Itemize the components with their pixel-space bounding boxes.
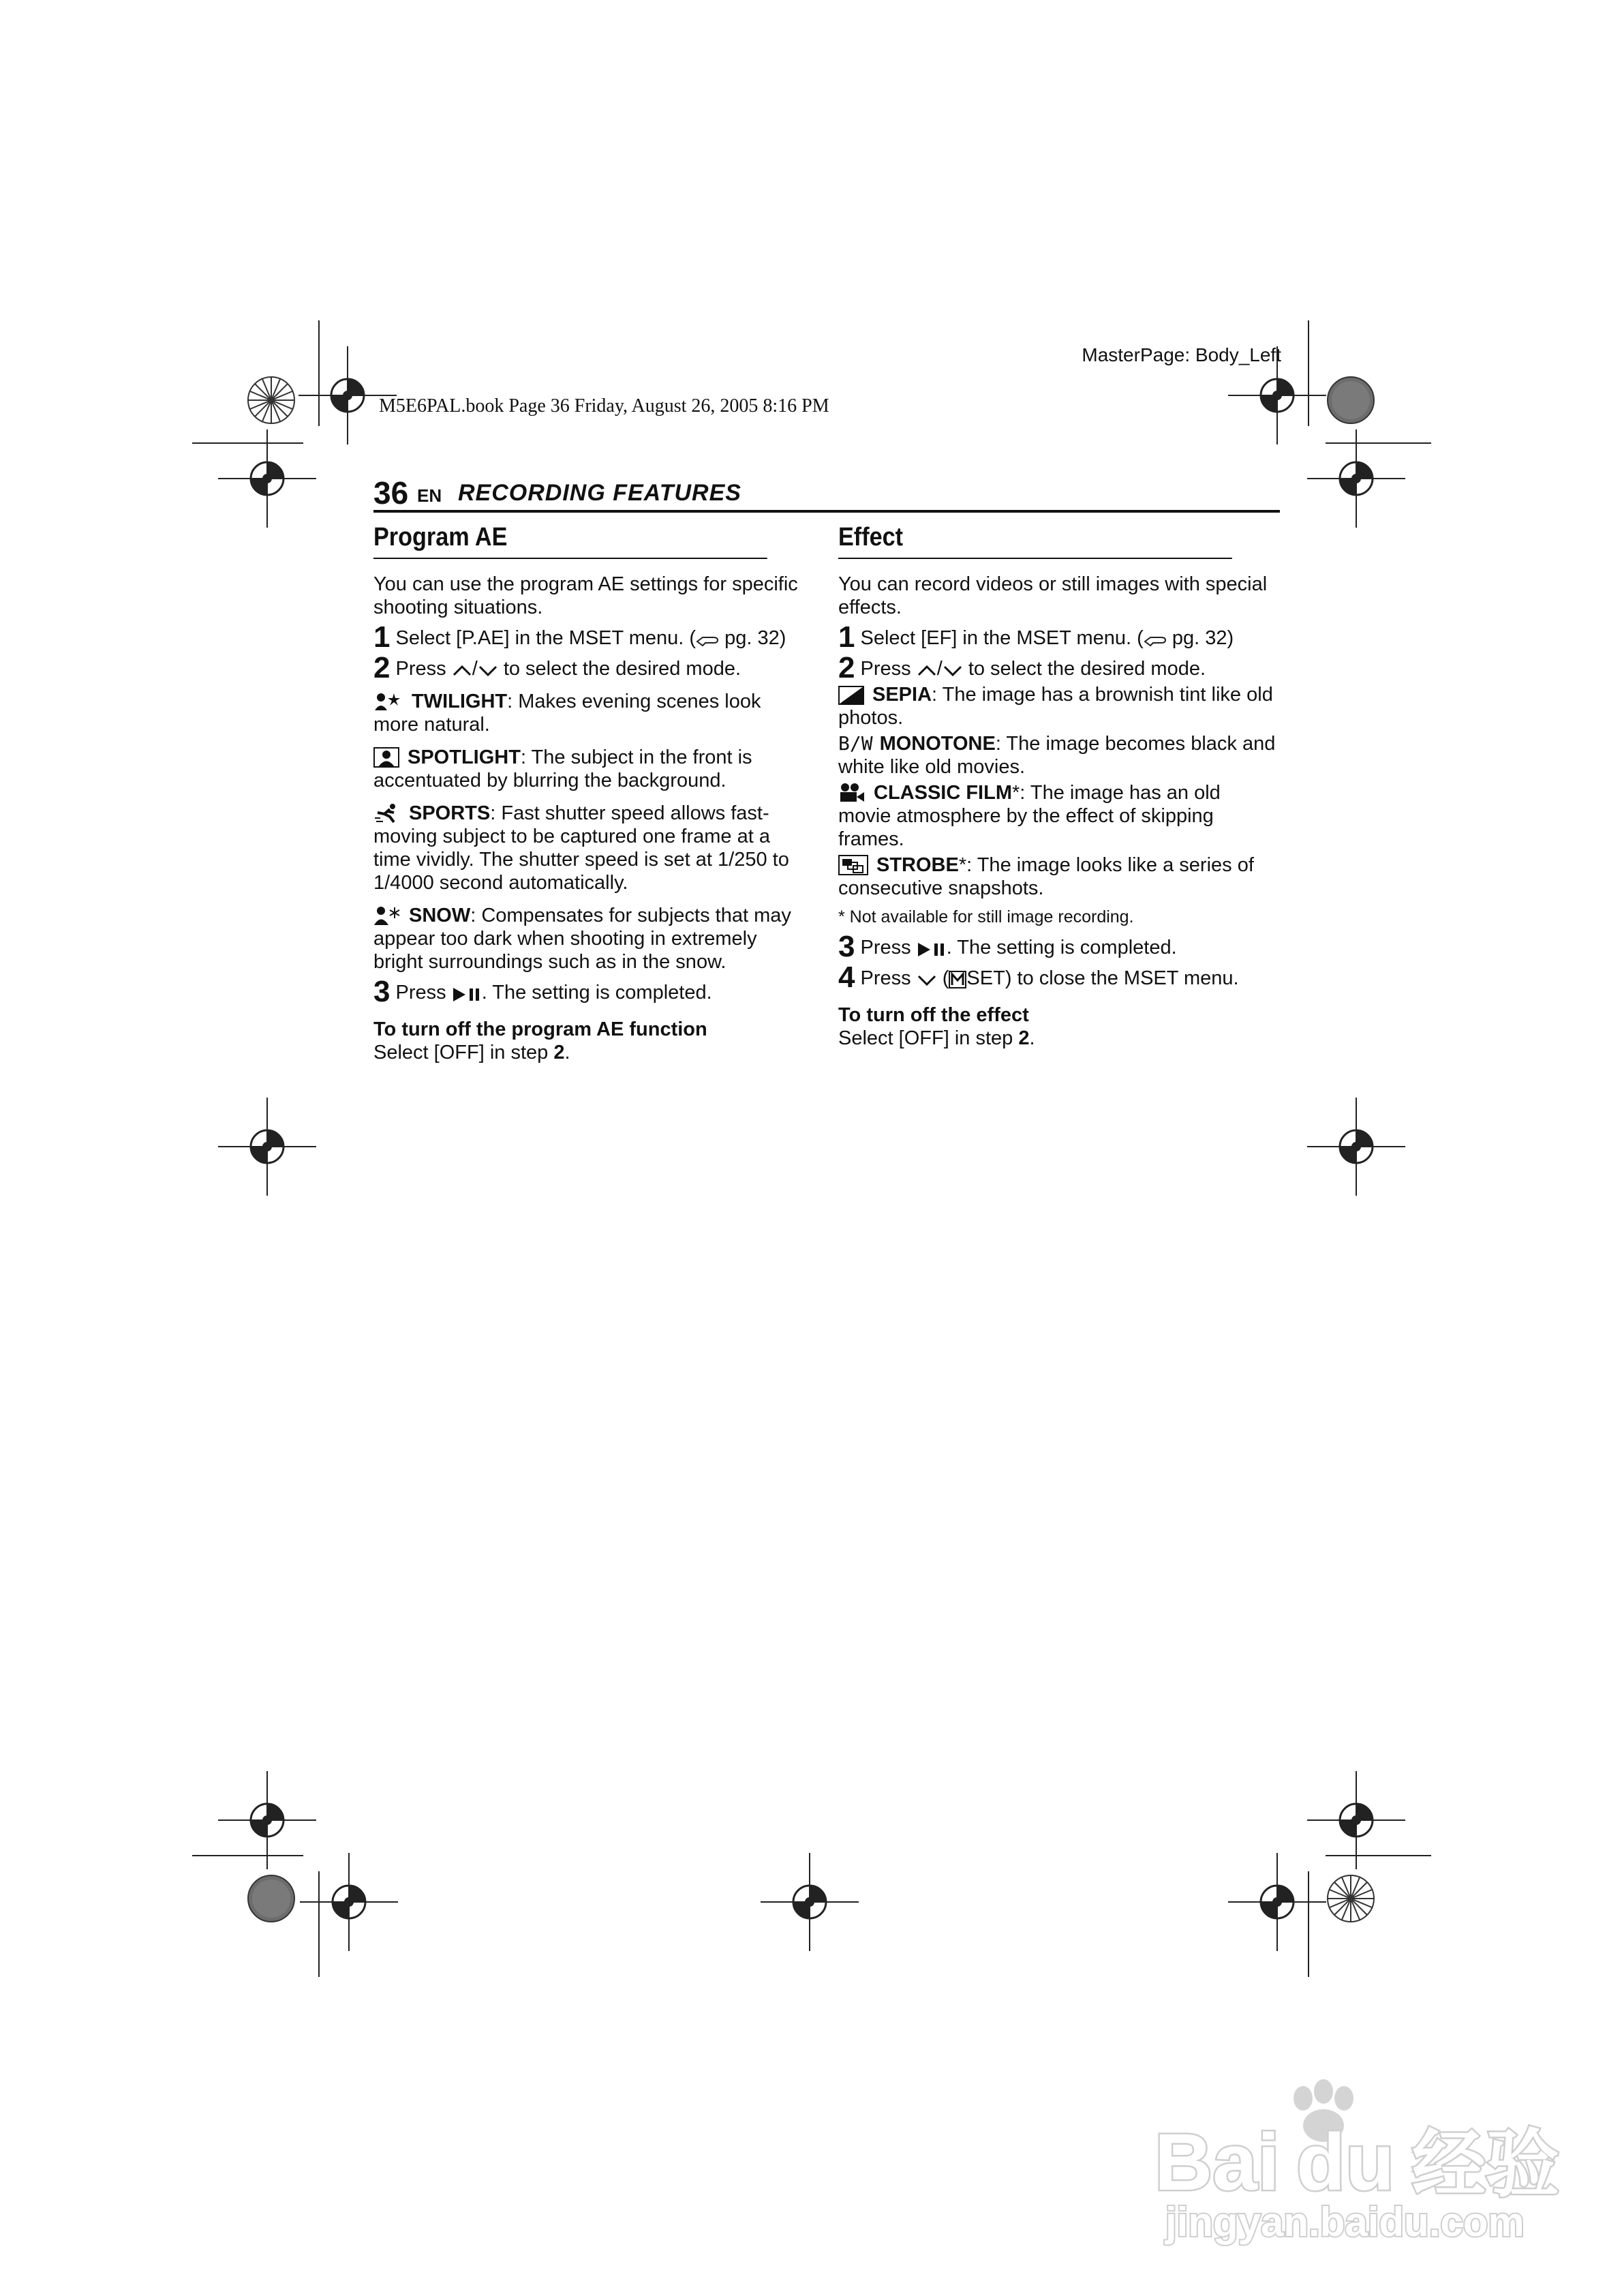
mode-twilight: TWILIGHT: Makes evening scenes look more natural.	[373, 691, 761, 736]
monotone-icon: B/W	[838, 732, 873, 755]
mode-classic-film: CLASSIC FILM*: The image has an old movie atmosphere by the effect of skipping frames.	[838, 782, 1221, 850]
effect-off-title: To turn off the effect	[838, 1004, 1029, 1026]
program-ae-step-2: 2 Press / to select the desired mode.	[373, 651, 741, 684]
sports-icon	[373, 803, 401, 824]
up-arrow-icon	[452, 663, 472, 679]
step-number: 2	[838, 651, 855, 684]
watermark-brand-bai: Bai	[1154, 2117, 1280, 2207]
mode-sports: SPORTS: Fast shutter speed allows fast-moving subject to be captured one frame at a time vividly. The shutter speed is set at 1/250 to 1/4000 second automatically.	[373, 802, 789, 894]
effect-title: Effect	[838, 521, 1232, 559]
program-ae-off-title: To turn off the program AE function	[373, 1018, 707, 1040]
twilight-icon	[373, 691, 403, 712]
effect-step-3: 3 Press . The setting is completed.	[838, 930, 1177, 963]
baidu-watermark	[1145, 2072, 1595, 2250]
program-ae-section	[373, 521, 811, 1064]
snow-icon	[373, 905, 401, 926]
program-ae-intro: You can use the program AE settings for specific shooting situations.	[373, 573, 798, 618]
page-header	[373, 476, 1280, 513]
play-pause-icon	[452, 986, 482, 1003]
effect-section	[838, 521, 1276, 1050]
mset-menu-icon	[949, 971, 966, 988]
watermark-url: jingyan.baidu.com	[1165, 2199, 1525, 2245]
effect-step-1: 1 Select [EF] in the MSET menu. ( pg. 32)	[838, 620, 1234, 654]
watermark-brand-du: du	[1296, 2117, 1395, 2207]
language-tag: EN	[417, 485, 442, 506]
watermark-brand-cn: 经验	[1412, 2123, 1560, 2205]
effect-intro: You can record videos or still images with special effects.	[838, 573, 1268, 618]
down-arrow-icon	[943, 663, 963, 679]
effect-step-4: 4 Press ( SET) to close the MSET menu.	[838, 961, 1239, 994]
page-reference-icon	[696, 632, 719, 648]
mode-strobe: STROBE*: The image looks like a series of consecutive snapshots.	[838, 854, 1254, 899]
strobe-icon	[838, 855, 868, 875]
down-arrow-icon	[917, 972, 937, 988]
book-info-slug: M5E6PAL.book Page 36 Friday, August 26, 2005 8:16 PM	[379, 395, 829, 417]
effect-footnote: * Not available for still image recording.	[838, 907, 1134, 926]
program-ae-step-3: 3 Press . The setting is completed.	[373, 975, 712, 1008]
step-number: 2	[373, 651, 391, 684]
sepia-icon	[838, 686, 864, 705]
step-number: 1	[838, 620, 855, 654]
program-ae-off-text: Select [OFF] in step 2.	[373, 1042, 570, 1063]
master-page-label: MasterPage: Body_Left	[1082, 344, 1281, 365]
step-number: 4	[838, 961, 855, 994]
mode-spotlight: SPOTLIGHT: The subject in the front is accentuated by blurring the background.	[373, 746, 752, 791]
play-pause-icon	[917, 941, 947, 958]
effect-step-2: 2 Press / to select the desired mode.	[838, 651, 1206, 684]
step-number: 1	[373, 620, 391, 654]
up-arrow-icon	[917, 663, 937, 679]
program-ae-title: Program AE	[373, 521, 767, 559]
page-number: 36	[373, 475, 409, 511]
mode-sepia: SEPIA: The image has a brownish tint like old photos.	[838, 684, 1273, 729]
mode-snow: SNOW: Compensates for subjects that may appear too dark when shooting in extremely bright surroundings such as in the snow.	[373, 905, 791, 973]
mode-monotone: B/W MONOTONE: The image becomes black and white like old movies.	[838, 732, 1276, 778]
section-title: RECORDING FEATURES	[458, 480, 741, 506]
page-reference-icon	[1144, 632, 1167, 648]
down-arrow-icon	[478, 663, 498, 679]
program-ae-step-1: 1 Select [P.AE] in the MSET menu. ( pg. 32)	[373, 620, 786, 654]
step-number: 3	[838, 930, 855, 963]
step-number: 3	[373, 975, 391, 1008]
spotlight-icon	[373, 747, 399, 768]
classic-film-icon	[838, 783, 866, 803]
effect-off-text: Select [OFF] in step 2.	[838, 1027, 1035, 1049]
